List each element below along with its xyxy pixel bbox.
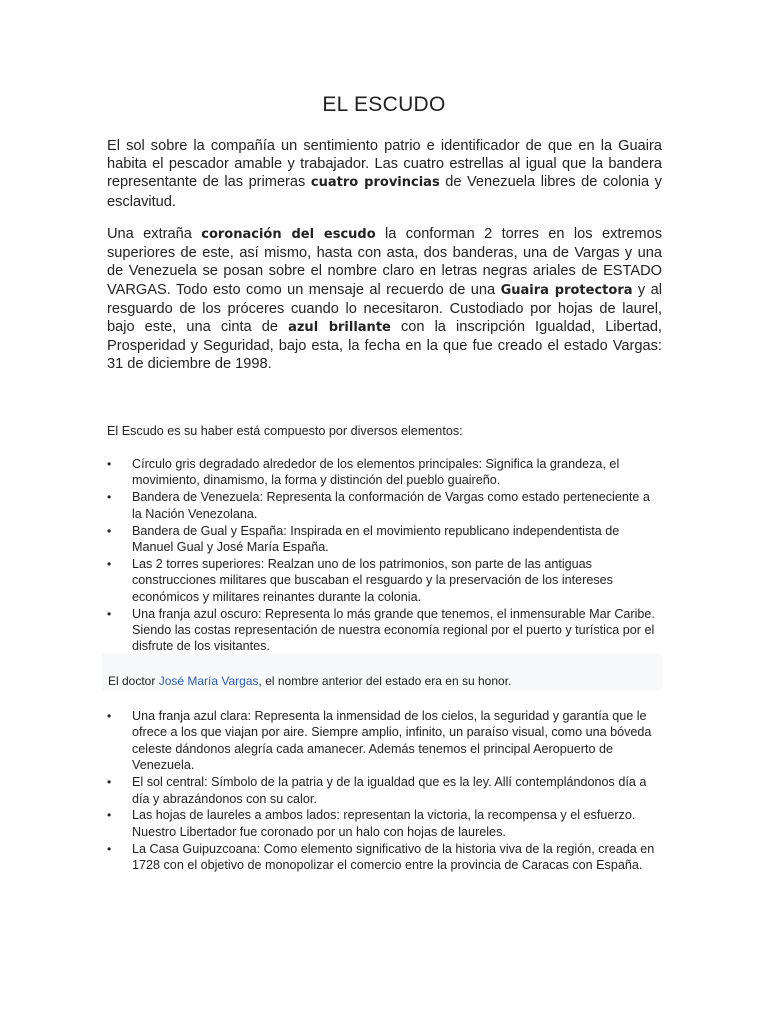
list-item-text: Las hojas de laureles a ambos lados: representan la victoria, la recompensa y el esfuerzo. Nuestro Libertador fue coronado por un halo con hojas de laureles. <box>132 808 636 839</box>
paragraph-text: El sol sobre la compañía un sentimiento patrio e identificador de que en la Guaira habita el pescador amable y trabajador. Las cuatro estrellas al igual que la bandera representante de las primeras <box>107 138 662 191</box>
bold-term: cuatro provincias <box>310 175 440 191</box>
list-item <box>107 556 662 605</box>
paragraph-text: la conforman 2 torres en los extremos superiores de este, así mismo, hasta con asta, dos banderas, una de Vargas y una de Venezuela se posan sobre el nombre claro en letras negras ariales de ESTADO VARGAS. Todo esto como un mensaje al recuerdo de una <box>107 226 662 298</box>
list-item <box>107 708 662 774</box>
bold-term: coronación del escudo <box>201 227 376 242</box>
list-item <box>107 489 662 522</box>
list-item <box>107 841 662 874</box>
bullet-icon: • <box>107 775 112 790</box>
bullet-icon: • <box>107 457 112 471</box>
image-caption <box>108 674 511 688</box>
list-item <box>107 606 662 655</box>
list-item-text: La Casa Guipuzcoana: Como elemento significativo de la historia viva de la región, creada en 1728 con el objetivo de monopolizar el comercio entre la provincia de Caracas con España. <box>132 841 655 873</box>
bullet-icon: • <box>107 556 112 571</box>
paragraph-text: con la inscripción Igualdad, Libertad, Prosperidad y Seguridad, bajo esta, la fecha en la que fue creado el estado Vargas: 31 de diciembre de 1998. <box>107 319 662 373</box>
bullet-icon: • <box>107 523 112 538</box>
list-item <box>107 807 662 840</box>
bullet-icon: • <box>107 490 112 505</box>
paragraph-text: Una extraña <box>107 226 202 242</box>
list-item-text: El sol central: Símbolo de la patria y de la igualdad que es la ley. Allí contemplándonos día a día y abrazándonos con su calor. <box>132 775 647 806</box>
paragraph-sun <box>107 137 662 211</box>
bold-term: Guaira protectora <box>500 282 633 298</box>
bullet-icon: • <box>107 841 112 856</box>
bullet-icon: • <box>107 709 112 723</box>
bullet-icon: • <box>107 808 112 823</box>
caption-text: El doctor <box>108 674 159 688</box>
list-item <box>107 523 662 556</box>
list-item-text: Una franja azul clara: Representa la inmensidad de los cielos, la seguridad y garantía que le ofrece a los que viajan por aire. Siempre amplio, infinito, un paraíso visual, como una bóveda celeste dándonos alegría cada amanecer. Además tenemos el principal Aeropuerto de Venezuela. <box>132 709 652 773</box>
bullet-icon: • <box>107 606 112 621</box>
paragraph-text: y al resguardo de los próceres cuando lo necesitaron. Custodiado por hojas de laurel, bajo este, una cinta de <box>107 281 663 336</box>
list-item <box>107 456 662 489</box>
list-item-text: Círculo gris degradado alrededor de los elementos principales: Significa la grandeza, el movimiento, dinamismo, la forma y distinción del pueblo guaireño. <box>132 457 620 488</box>
list-intro: El Escudo es su haber está compuesto por diversos elementos: <box>107 424 463 438</box>
list-item-text: Bandera de Venezuela: Representa la conformación de Vargas como estado perteneciente a la Nación Venezolana. <box>132 490 650 521</box>
list-item-text: Las 2 torres superiores: Realzan uno de los patrimonios, son parte de las antiguas construcciones militares que buscaban el resguardo y la preservación de los intereses económicos y militares reinantes durante la colonia. <box>132 556 613 604</box>
list-item-text: Una franja azul oscuro: Representa lo más grande que tenemos, el inmensurable Mar Caribe. Siendo las costas representación de nuestra economía regional por el puerto y turística por el disfrute de los visitantes. <box>132 606 655 654</box>
bold-term: azul brillante <box>288 320 391 336</box>
elements-list-1 <box>107 456 662 655</box>
list-item-text: Bandera de Gual y España: Inspirada en el movimiento republicano independentista de Manuel Gual y José María España. <box>132 523 620 555</box>
caption-link[interactable]: José María Vargas <box>158 674 259 688</box>
elements-list-2 <box>107 708 662 874</box>
paragraph-crown <box>107 225 662 374</box>
image-caption-box <box>102 654 662 690</box>
paragraph-text: de Venezuela libres de colonia y esclavitud. <box>107 174 662 210</box>
page-title: EL ESCUDO <box>322 93 446 116</box>
list-item <box>107 774 662 807</box>
caption-text: , el nombre anterior del estado era en su honor. <box>258 674 512 688</box>
